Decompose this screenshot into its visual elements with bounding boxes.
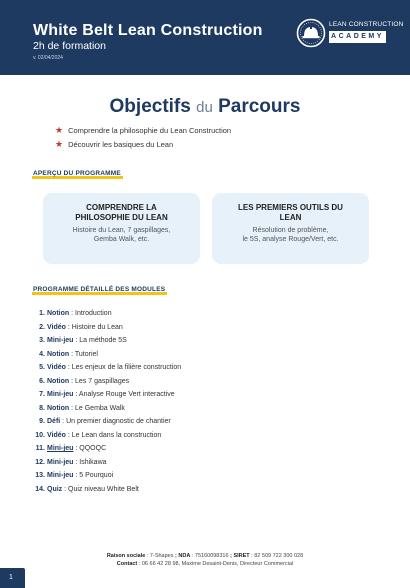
module-item: 14. Quiz : Quiz niveau White Belt bbox=[35, 485, 139, 493]
star-icon: ★ bbox=[55, 125, 64, 135]
modules-list bbox=[33, 309, 181, 498]
objectives-heading-part-2: Parcours bbox=[218, 96, 301, 117]
objective-item: ★ Découvrir les basiques du Lean bbox=[55, 139, 174, 149]
module-item: 3. Mini-jeu : La méthode 5S bbox=[39, 337, 127, 344]
academy-logo bbox=[296, 18, 404, 48]
module-item: 7. Mini-jeu : Analyse Rouge Vert interactive bbox=[39, 391, 175, 398]
module-item: 11. Mini-jeu : QQOQC bbox=[35, 445, 107, 452]
footer-line-legal: Raison sociale : 7-Shapes ; NDA : 75160098316 ; SIRET : 82 509 722 300 028 bbox=[106, 553, 304, 559]
course-title: White Belt Lean Construction bbox=[33, 22, 263, 39]
objectives-heading-part-1: Objectifs bbox=[109, 96, 191, 117]
objectives-heading-du: du bbox=[196, 99, 213, 116]
helmet-badge-icon bbox=[296, 18, 326, 48]
module-item: 13. Mini-jeu : 5 Pourquoi bbox=[35, 472, 114, 479]
overview-card-tools bbox=[212, 193, 369, 264]
star-icon: ★ bbox=[55, 139, 64, 149]
module-item: 9. Défi : Un premier diagnostic de chantier bbox=[39, 418, 171, 425]
module-item: 5. Vidéo : Les enjeux de la filière construction bbox=[39, 364, 182, 371]
header-banner bbox=[0, 0, 410, 75]
page-number: 1 bbox=[0, 568, 25, 588]
card-description: Histoire du Lean, 7 gaspillages, Gemba Walk, etc. bbox=[72, 227, 171, 243]
card-description: Résolution de problème, le 5S, analyse Rouge/Vert, etc. bbox=[242, 227, 339, 243]
company-footer bbox=[0, 552, 410, 568]
footer-line-contact: Contact : 06 66 42 28 98, Maxime Desaint-Denis, Directeur Commercial bbox=[116, 561, 294, 567]
modules-section-label: PROGRAMME DÉTAILLÉ DES MODULES bbox=[33, 286, 166, 293]
module-item: 12. Mini-jeu : Ishikawa bbox=[35, 458, 107, 466]
overview-section-label: APERÇU DU PROGRAMME bbox=[33, 170, 121, 177]
version-date: v. 02/04/2024 bbox=[33, 55, 63, 61]
logo-text-box: ACADEMY bbox=[329, 31, 386, 43]
card-title: COMPRENDRE LA PHILOSOPHIE DU LEAN bbox=[75, 203, 168, 222]
module-item: 8. Notion : Le Gemba Walk bbox=[39, 404, 125, 412]
module-item: 6. Notion : Les 7 gaspillages bbox=[39, 377, 130, 385]
objectives-list bbox=[55, 125, 231, 153]
objectives-heading bbox=[0, 96, 410, 118]
overview-card-philosophy bbox=[43, 193, 200, 264]
card-title: LES PREMIERS OUTILS DU LEAN bbox=[238, 203, 343, 222]
objective-item: ★ Comprendre la philosophie du Lean Construction bbox=[55, 125, 232, 135]
module-item: 1. Notion : Introduction bbox=[39, 310, 112, 317]
module-item: 10. Vidéo : Le Lean dans la construction bbox=[35, 431, 162, 439]
module-item: 2. Vidéo : Histoire du Lean bbox=[39, 323, 123, 331]
course-duration: 2h de formation bbox=[33, 40, 106, 52]
logo-text-top: LEAN CONSTRUCTION bbox=[329, 21, 404, 28]
module-item: 4. Notion : Tutoriel bbox=[39, 350, 98, 358]
